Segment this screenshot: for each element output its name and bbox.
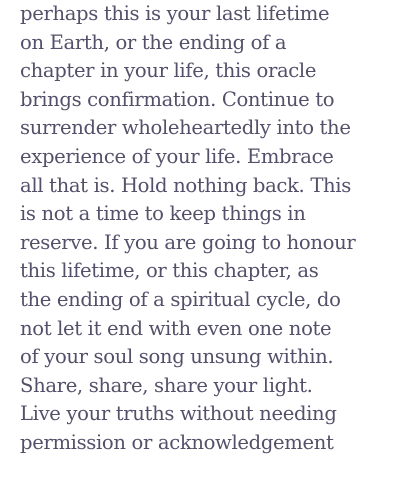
passage-line: on Earth, or the ending of a [20, 30, 287, 54]
passage-line: is not a time to keep things in [20, 202, 306, 226]
passage-line: Live your truths without needing [20, 402, 337, 426]
passage-line: Share, share, share your light. [20, 373, 313, 397]
oracle-passage [20, 0, 395, 458]
passage-line: permission or acknowledgement [20, 430, 334, 454]
passage-line: brings confirmation. Continue to [20, 87, 335, 111]
passage-line: reserve. If you are going to honour [20, 230, 356, 254]
passage-line: all that is. Hold nothing back. This [20, 173, 351, 197]
passage-line: perhaps this is your last lifetime [20, 2, 330, 25]
passage-line: this lifetime, or this chapter, as [20, 259, 319, 283]
passage-line: experience of your life. Embrace [20, 144, 334, 168]
passage-line: chapter in your life, this oracle [20, 59, 317, 83]
passage-line: the ending of a spiritual cycle, do [20, 287, 341, 311]
passage-line: surrender wholeheartedly into the [20, 116, 351, 140]
passage-line: of your soul song unsung within. [20, 345, 334, 369]
passage-line: not let it end with even one note [20, 316, 332, 340]
